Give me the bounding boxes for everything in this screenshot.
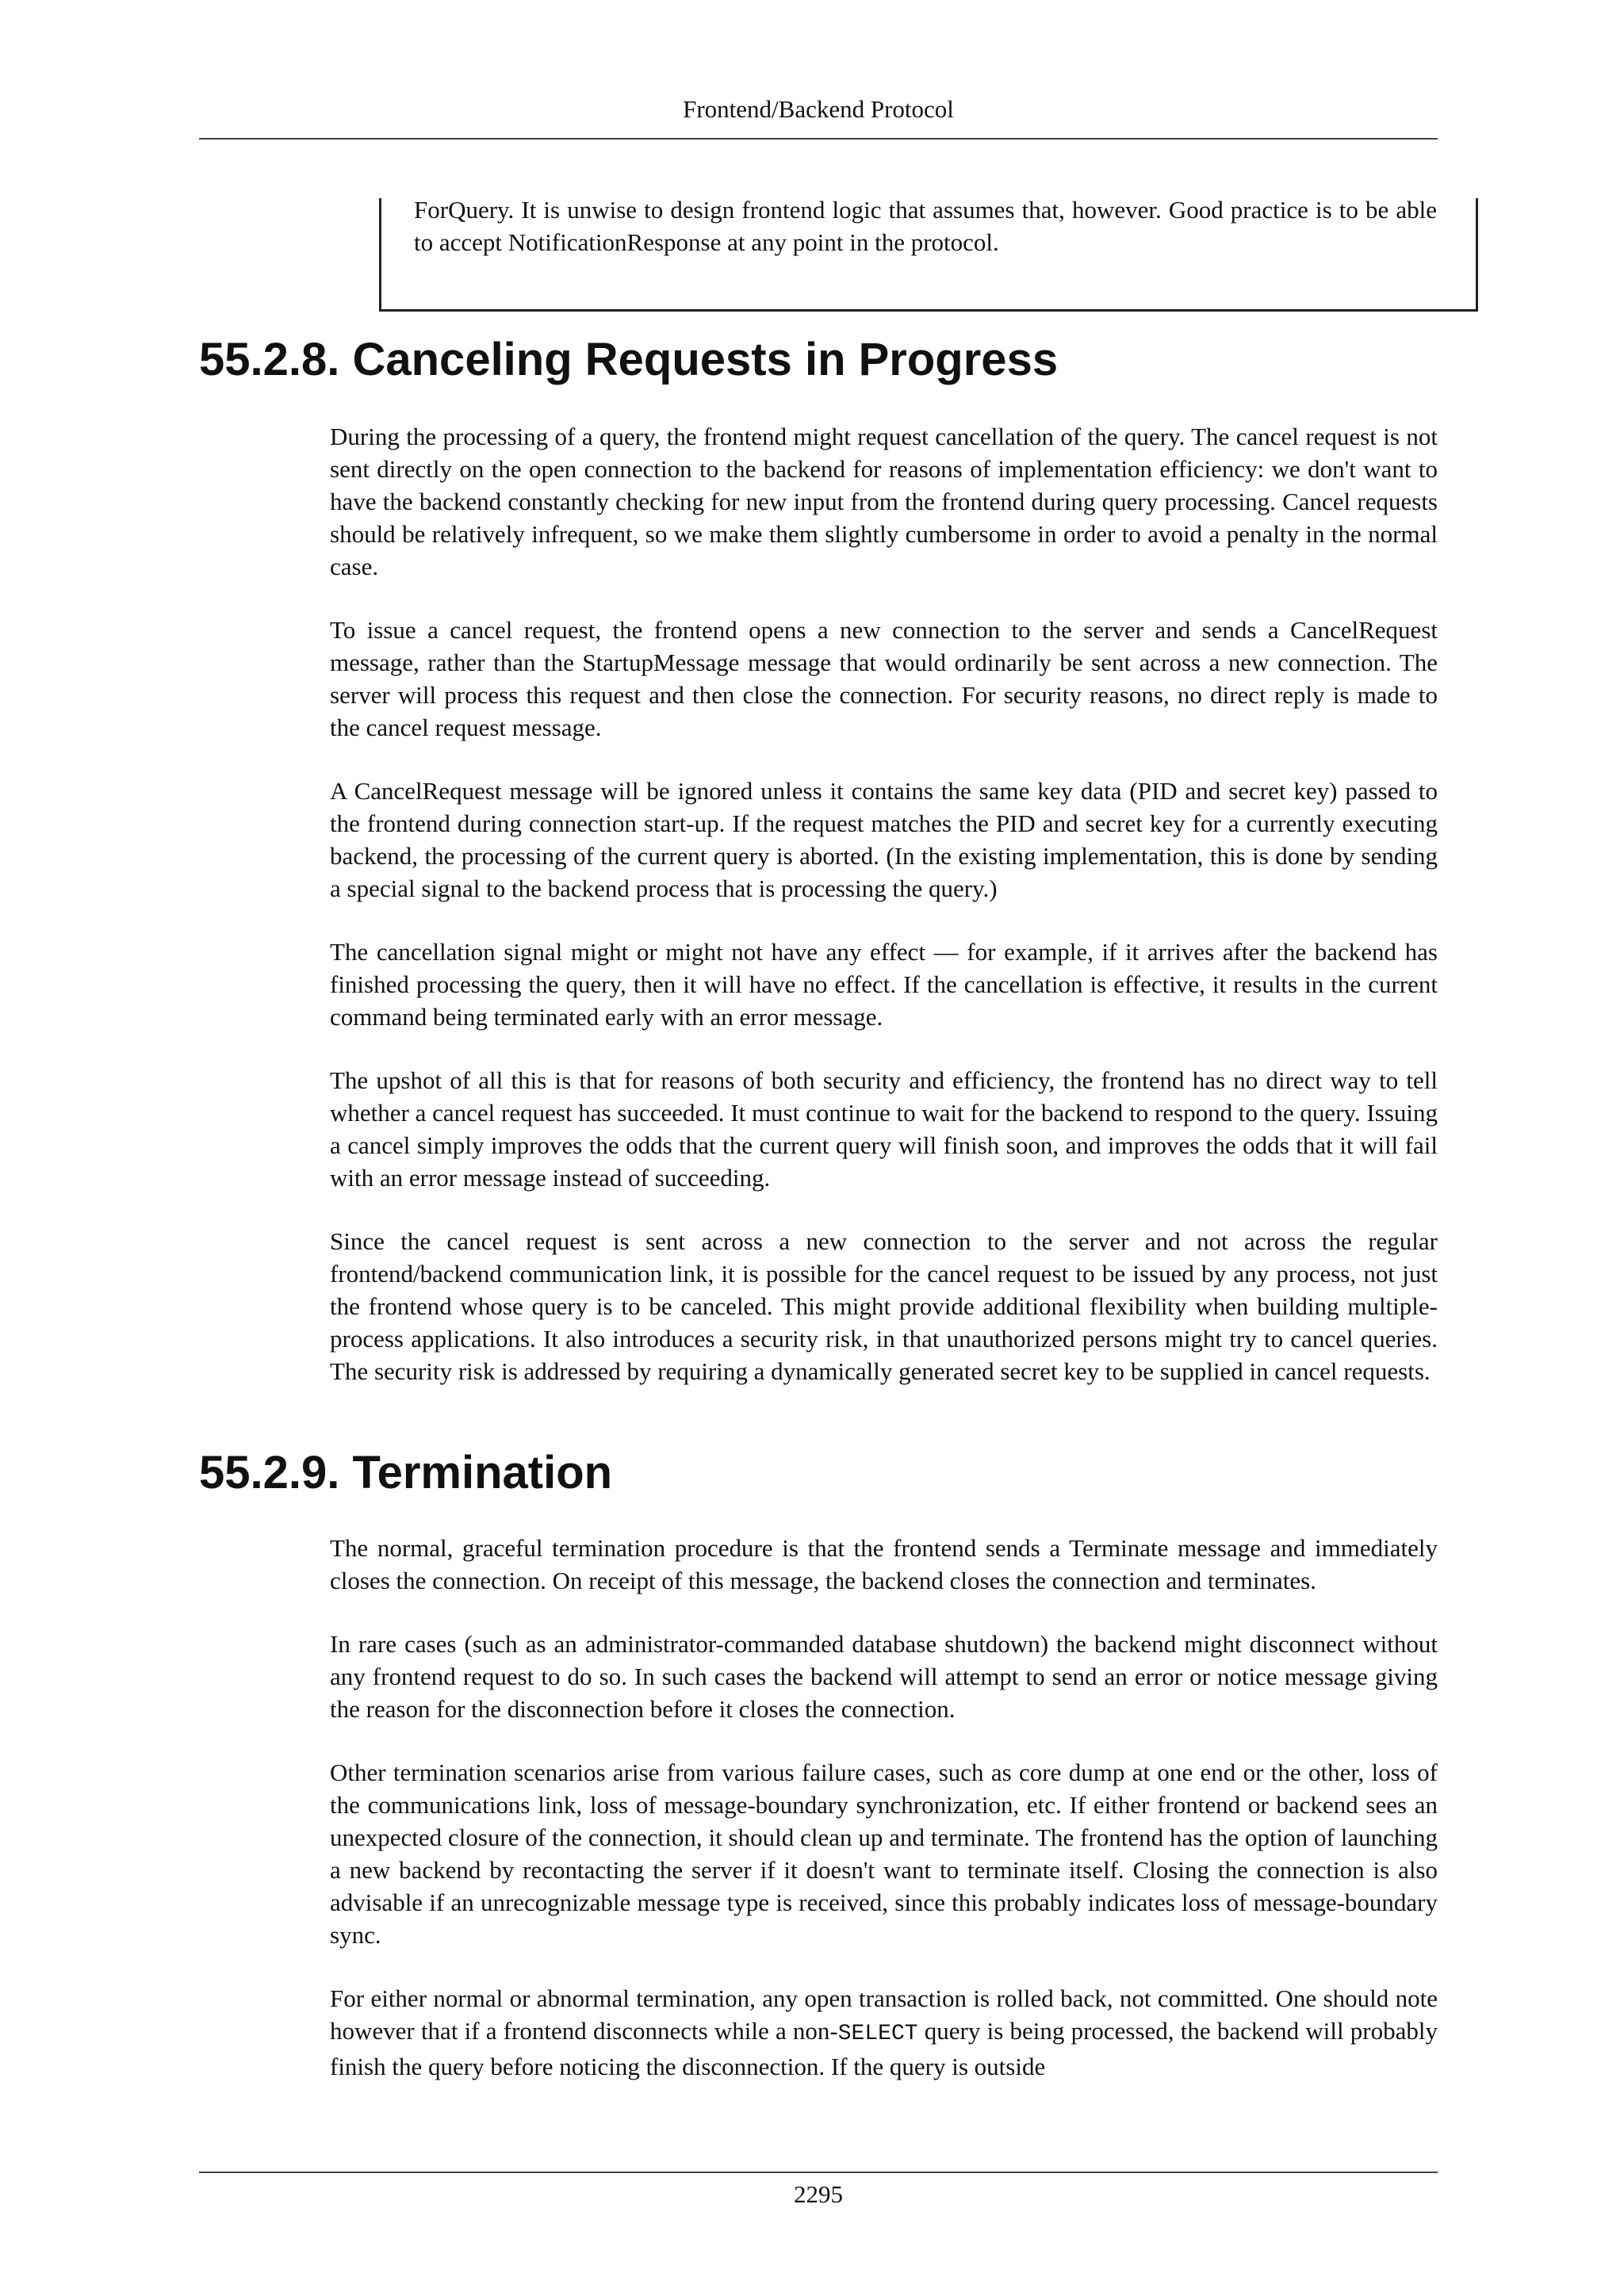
paragraph: A CancelRequest message will be ignored unless it contains the same key data (PID and secret key) passed to the frontend during connection start-up. If the request matches the PID and secret key for a currently executing backend, the processing of the current query is aborted. (In the existing implementation, this is done by sending a special signal to the backend process that is processing the query.)	[330, 777, 1438, 902]
paragraph: The normal, graceful termination procedure is that the frontend sends a Terminate message and immediately closes the connection. On receipt of this message, the backend closes the connection and terminates.	[330, 1534, 1438, 1594]
paragraph: In rare cases (such as an administrator-commanded database shutdown) the backend might disconnect without any frontend request to do so. In such cases the backend will attempt to send an error or notice message giving the reason for the disconnection before it closes the connection.	[330, 1630, 1438, 1723]
paragraph-text: query is being processed, the backend will probably finish the query before noticing the disconnection. If the query is outside	[330, 2017, 1438, 2080]
section-termination-body	[330, 1532, 1438, 2114]
paragraph: The upshot of all this is that for reasons of both security and efficiency, the frontend has no direct way to tell whether a cancel request has succeeded. It must continue to wait for the backend to respond to the query. Issuing a cancel simply improves the odds that the current query will finish soon, and improves the odds that it will fail with an error message instead of succeeding.	[330, 1066, 1438, 1192]
section-heading-termination: 55.2.9. Termination	[199, 1447, 613, 1498]
page-header-title: Frontend/Backend Protocol	[683, 95, 954, 123]
note-text: ForQuery. It is unwise to design frontend logic that assumes that, however. Good practice is to be able to accept NotificationResponse at any point in the protocol.	[414, 196, 1437, 256]
header-divider	[199, 138, 1438, 140]
paragraph: To issue a cancel request, the frontend opens a new connection to the server and sends a CancelRequest message, rather than the StartupMessage message that would ordinarily be sent across a new connection. The server will process this request and then close the connection. For security reasons, no direct reply is made to the cancel request message.	[330, 616, 1438, 741]
paragraph: The cancellation signal might or might not have any effect — for example, if it arrives after the backend has finished processing the query, then it will have no effect. If the cancellation is effective, it results in the current command being terminated early with an error message.	[330, 938, 1438, 1031]
code-literal-select: SELECT	[837, 2022, 918, 2046]
paragraph: Since the cancel request is sent across a new connection to the server and not across the regular frontend/backend communication link, it is possible for the cancel request to be issued by any process, not just the frontend whose query is to be canceled. This might provide additional flexibility when building multiple-process applications. It also introduces a security risk, in that unauthorized persons might try to cancel queries. The security risk is addressed by requiring a dynamically generated secret key to be supplied in cancel requests.	[330, 1227, 1438, 1385]
footer-divider	[199, 2172, 1438, 2173]
paragraph: Other termination scenarios arise from various failure cases, such as core dump at one end or the other, loss of the communications link, loss of message-boundary synchronization, etc. If either frontend or backend sees an unexpected closure of the connection, it should clean up and terminate. The frontend has the option of launching a new backend by recontacting the server if it doesn't want to terminate itself. Closing the connection is also advisable if an unrecognizable message type is received, since this probably indicates loss of message-boundary sync.	[330, 1758, 1438, 1949]
paragraph: During the processing of a query, the frontend might request cancellation of the query. The cancel request is not sent directly on the open connection to the backend for reasons of implementation efficiency: we don't want to have the backend constantly checking for new input from the frontend during query processing. Cancel requests should be relatively infrequent, so we make them slightly cumbersome in order to avoid a penalty in the normal case.	[330, 423, 1438, 580]
page-number: 2295	[794, 2180, 843, 2208]
paragraph-last	[330, 1982, 1438, 2083]
section-canceling-requests-body	[330, 420, 1438, 1418]
section-heading-canceling-requests: 55.2.8. Canceling Requests in Progress	[199, 334, 1059, 385]
paragraph-text: For either normal or abnormal termination, any open transaction is rolled back, not committed. One should note however that if a frontend disconnects while a non-	[330, 1984, 1438, 2045]
